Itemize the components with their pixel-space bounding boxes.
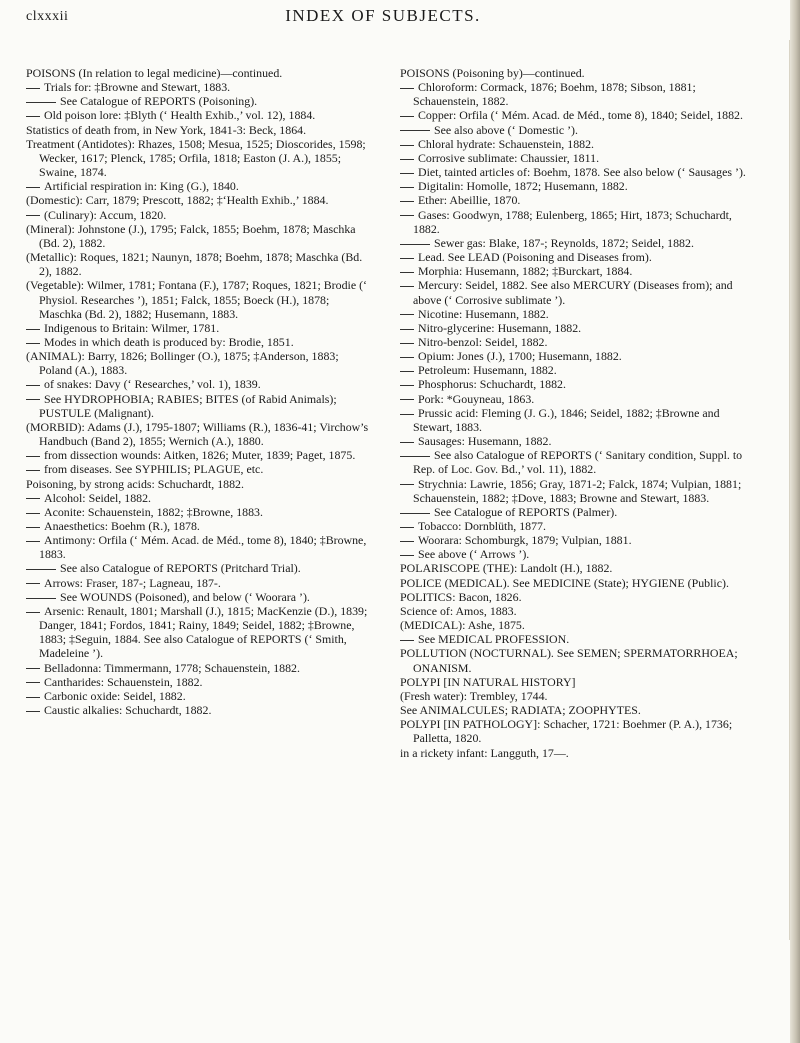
ditto-dash [400, 173, 414, 174]
index-entry [26, 179, 372, 193]
ditto-dash [400, 215, 414, 216]
index-entry-text: Nitro-benzol: Seidel, 1882. [418, 334, 548, 349]
index-entry [400, 335, 760, 349]
ditto-dash [400, 88, 414, 89]
index-entry-text: in a rickety infant: Langguth, 17—. [400, 745, 569, 760]
index-entry [400, 519, 760, 533]
index-entry [26, 420, 372, 448]
index-entry-text: from diseases. See SYPHILIS; PLAGUE, etc. [44, 462, 264, 477]
index-entry [26, 208, 372, 222]
index-entry-text: Gases: Goodwyn, 1788; Eulenberg, 1865; Hirt, 1873; Schuchardt, 1882. [413, 207, 732, 236]
index-entry-text: Science of: Amos, 1883. [400, 603, 517, 618]
index-entry [26, 349, 372, 377]
index-entry-text: See also Catalogue of REPORTS (‘ Sanitary condition, Suppl. to Rep. of Loc. Gov. Bd.,’ vol. 11), 1882. [413, 448, 743, 477]
index-entry-text: from dissection wounds: Aitken, 1826; Muter, 1839; Paget, 1875. [44, 448, 356, 463]
ditto-dash [400, 159, 414, 160]
index-entry [400, 434, 760, 448]
ditto-dash [400, 513, 430, 514]
ditto-dash [26, 583, 40, 584]
index-entry [400, 264, 760, 278]
index-entry [26, 590, 372, 604]
index-entry-text: Morphia: Husemann, 1882; ‡Burckart, 1884. [418, 264, 633, 279]
index-entry-text: See also above (‘ Domestic ’). [434, 122, 578, 137]
ditto-dash [400, 414, 414, 415]
index-entry [26, 193, 372, 207]
ditto-dash [400, 286, 414, 287]
index-entry-text: See also Catalogue of REPORTS (Pritchard Trial). [60, 561, 301, 576]
index-entry [400, 561, 760, 575]
index-entry-text: Digitalin: Homolle, 1872; Husemann, 1882. [418, 179, 628, 194]
index-entry [400, 392, 760, 406]
index-entry [400, 321, 760, 335]
index-entry [26, 675, 372, 689]
ditto-dash [400, 541, 414, 542]
index-entry [26, 576, 372, 590]
index-entry-text: See MEDICAL PROFESSION. [418, 632, 570, 647]
ditto-dash [400, 343, 414, 344]
ditto-dash [26, 541, 40, 542]
index-entry [400, 193, 760, 207]
index-entry-text: POLLUTION (NOCTURNAL). See SEMEN; SPERMATORRHOEA; ONANISM. [400, 646, 738, 675]
page-title: INDEX OF SUBJECTS. [285, 6, 481, 25]
ditto-dash [400, 130, 430, 131]
index-entry-text: Artificial respiration in: King (G.), 1840. [44, 179, 239, 194]
index-entry-text: See WOUNDS (Poisoned), and below (‘ Woorara ’). [60, 589, 310, 604]
index-entry [26, 477, 372, 491]
index-entry-text: of snakes: Davy (‘ Researches,’ vol. 1), 1839. [44, 377, 261, 392]
index-entry-text: Arrows: Fraser, 187-; Lagneau, 187-. [44, 575, 221, 590]
index-entry [400, 349, 760, 363]
right-column [400, 66, 760, 760]
index-entry [26, 80, 372, 94]
book-edge [790, 0, 800, 1043]
index-entry [400, 717, 760, 745]
index-entry [400, 675, 760, 689]
ditto-dash [400, 145, 414, 146]
index-entry-text: Poisoning, by strong acids: Schuchardt, 1882. [26, 476, 244, 491]
index-entry [400, 165, 760, 179]
index-entry-text: (MEDICAL): Ashe, 1875. [400, 618, 525, 633]
left-column [26, 66, 372, 717]
index-entry [26, 448, 372, 462]
ditto-dash [400, 272, 414, 273]
index-entry-text: Strychnia: Lawrie, 1856; Gray, 1871-2; Falck, 1874; Vulpian, 1881; Schauenstein, 1882; ‡Dove, 1883; Browne and Stewart, 1883. [413, 476, 742, 505]
ditto-dash [400, 187, 414, 188]
index-entry-text: Sausages: Husemann, 1882. [418, 434, 552, 449]
index-entry-text: Trials for: ‡Browne and Stewart, 1883. [44, 80, 231, 95]
index-entry [26, 462, 372, 476]
index-entry-text: Nicotine: Husemann, 1882. [418, 306, 549, 321]
ditto-dash [400, 456, 430, 457]
index-entry [26, 661, 372, 675]
index-entry-text: Alcohol: Seidel, 1882. [44, 490, 152, 505]
index-entry-text: Statistics of death from, in New York, 1841-3: Beck, 1864. [26, 122, 307, 137]
ditto-dash [400, 314, 414, 315]
index-entry [26, 392, 372, 420]
index-entry-text: POISONS (Poisoning by)—continued. [400, 66, 585, 80]
index-entry [400, 746, 760, 760]
ditto-dash [26, 598, 56, 599]
index-entry [26, 505, 372, 519]
ditto-dash [26, 456, 40, 457]
index-entry [400, 576, 760, 590]
index-entry-text: POLYPI [IN NATURAL HISTORY] [400, 674, 576, 689]
index-entry [400, 448, 760, 476]
index-entry [400, 307, 760, 321]
index-entry [400, 604, 760, 618]
index-entry [400, 590, 760, 604]
index-entry [400, 363, 760, 377]
ditto-dash [400, 329, 414, 330]
index-entry-text: Chloral hydrate: Schauenstein, 1882. [418, 136, 595, 151]
index-entry [400, 406, 760, 434]
index-entry [400, 80, 760, 108]
index-entry [26, 108, 372, 122]
ditto-dash [26, 697, 40, 698]
index-entry-text: See ANIMALCULES; RADIATA; ZOOPHYTES. [400, 703, 641, 718]
ditto-dash [400, 244, 430, 245]
index-entry [26, 66, 372, 80]
index-entry [400, 250, 760, 264]
ditto-dash [26, 711, 40, 712]
index-entry [400, 236, 760, 250]
index-entry [400, 689, 760, 703]
index-entry-text: Belladonna: Timmermann, 1778; Schauenstein, 1882. [44, 660, 300, 675]
ditto-dash [26, 329, 40, 330]
index-entry [400, 278, 760, 306]
index-entry [400, 533, 760, 547]
index-entry [400, 208, 760, 236]
index-entry [400, 477, 760, 505]
index-entry [26, 604, 372, 661]
index-entry-text: POISONS (In relation to legal medicine)—continued. [26, 66, 283, 80]
ditto-dash [26, 513, 40, 514]
index-entry-text: Carbonic oxide: Seidel, 1882. [44, 688, 186, 703]
index-entry-text: Woorara: Schomburgk, 1879; Vulpian, 1881. [418, 533, 632, 548]
ditto-dash [26, 102, 56, 103]
index-entry [400, 646, 760, 674]
index-entry-text: Sewer gas: Blake, 187-; Reynolds, 1872; Seidel, 1882. [434, 235, 694, 250]
index-entry-text: Treatment (Antidotes): Rhazes, 1508; Mesua, 1525; Dioscorides, 1598; Wecker, 1617; Plenck, 1785; Orfila, 1818; Easton (J. A.), 1855; Swaine, 1874. [26, 136, 366, 180]
index-entry-text: Lead. See LEAD (Poisoning and Diseases from). [418, 250, 652, 265]
index-entry-text: Prussic acid: Fleming (J. G.), 1846; Seidel, 1882; ‡Browne and Stewart, 1883. [413, 405, 720, 434]
index-entry [26, 94, 372, 108]
index-entry-text: Tobacco: Dornblüth, 1877. [418, 519, 546, 533]
ditto-dash [400, 385, 414, 386]
index-entry-text: Phosphorus: Schuchardt, 1882. [418, 377, 566, 392]
index-entry [400, 377, 760, 391]
index-entry [26, 222, 372, 250]
ditto-dash [26, 116, 40, 117]
index-entry [400, 108, 760, 122]
index-entry [26, 123, 372, 137]
ditto-dash [400, 555, 414, 556]
ditto-dash [26, 343, 40, 344]
index-entry-text: Caustic alkalies: Schuchardt, 1882. [44, 703, 212, 718]
ditto-dash [400, 258, 414, 259]
ditto-dash [400, 484, 414, 485]
index-entry-text: Diet, tainted articles of: Boehm, 1878. See also below (‘ Sausages ’). [418, 165, 746, 180]
index-entry [26, 335, 372, 349]
index-entry [26, 533, 372, 561]
index-entry-text: (MORBID): Adams (J.), 1795-1807; Williams (R.), 1836-41; Virchow’s Handbuch (Band 2), 1855; Wernich (A.), 1880. [26, 419, 369, 449]
index-entry [26, 561, 372, 575]
index-entry-text: Aconite: Schauenstein, 1882; ‡Browne, 1883. [44, 504, 263, 519]
ditto-dash [26, 682, 40, 683]
index-entry-text: Opium: Jones (J.), 1700; Husemann, 1882. [418, 349, 622, 364]
ditto-dash [400, 399, 414, 400]
ditto-dash [400, 116, 414, 117]
ditto-dash [26, 569, 56, 570]
index-entry-text: See above (‘ Arrows ’). [418, 547, 530, 562]
index-entry-text: Anaesthetics: Boehm (R.), 1878. [44, 519, 200, 533]
index-entry-text: Ether: Abeillie, 1870. [418, 193, 521, 208]
index-entry-text: Nitro-glycerine: Husemann, 1882. [418, 320, 582, 335]
page-number: clxxxii [26, 9, 69, 24]
index-entry [26, 137, 372, 179]
index-entry-text: (Vegetable): Wilmer, 1781; Fontana (F.), 1787; Roques, 1821; Brodie (‘ Physiol. Researches ’), 1851; Falck, 1855; Boeck (H.), 1878; Maschka (Bd. 2), 1882; Husemann, 1883. [26, 278, 367, 321]
index-entry-text: (Culinary): Accum, 1820. [44, 207, 167, 222]
index-entry [26, 377, 372, 391]
index-entry-text: POLARISCOPE (THE): Landolt (H.), 1882. [400, 561, 613, 576]
ditto-dash [26, 385, 40, 386]
index-entry [400, 632, 760, 646]
ditto-dash [400, 357, 414, 358]
ditto-dash [26, 612, 40, 613]
index-entry-text: Copper: Orfila (‘ Mém. Acad. de Méd., tome 8), 1840; Seidel, 1882. [418, 108, 743, 123]
index-entry-text: (Metallic): Roques, 1821; Naunyn, 1878; Boehm, 1878; Maschka (Bd. 2), 1882. [26, 250, 363, 279]
ditto-dash [26, 215, 40, 216]
index-entry-text: Pork: *Gouyneau, 1863. [418, 391, 535, 406]
index-entry-text: See HYDROPHOBIA; RABIES; BITES (of Rabid Animals); PUSTULE (Malignant). [39, 391, 337, 420]
ditto-dash [400, 371, 414, 372]
ditto-dash [26, 88, 40, 89]
index-entry-text: (Domestic): Carr, 1879; Prescott, 1882; ‡‘Health Exhib.,’ 1884. [26, 193, 329, 208]
index-entry [26, 321, 372, 335]
index-entry-text: Chloroform: Cormack, 1876; Boehm, 1878; Sibson, 1881; Schauenstein, 1882. [413, 80, 696, 109]
index-entry-text: POLICE (MEDICAL). See MEDICINE (State); HYGIENE (Public). [400, 575, 729, 590]
index-entry-text: POLYPI [IN PATHOLOGY]: Schacher, 1721: Boehmer (P. A.), 1736; Palletta, 1820. [400, 717, 733, 746]
index-entry-text: Modes in which death is produced by: Brodie, 1851. [44, 334, 294, 349]
ditto-dash [26, 399, 40, 400]
index-entry [400, 618, 760, 632]
index-entry [400, 179, 760, 193]
ditto-dash [400, 640, 414, 641]
index-entry-text: Arsenic: Renault, 1801; Marshall (J.), 1815; MacKenzie (D.), 1839; Danger, 1841; Fordos, 1841; Rainy, 1849; Seidel, 1882; ‡Browne, 1883; ‡Seguin, 1884. See also Catalogue of REPORTS (‘ Smith, Madeleine ’). [39, 603, 368, 661]
ditto-dash [26, 187, 40, 188]
index-entry [400, 547, 760, 561]
index-entry [400, 151, 760, 165]
ditto-dash [26, 668, 40, 669]
index-entry [26, 250, 372, 278]
index-entry-text: Antimony: Orfila (‘ Mém. Acad. de Méd., tome 8), 1840; ‡Browne, 1883. [39, 533, 367, 562]
index-entry-text: Corrosive sublimate: Chaussier, 1811. [418, 150, 600, 165]
index-entry-text: POLITICS: Bacon, 1826. [400, 589, 522, 604]
index-entry [400, 123, 760, 137]
ditto-dash [26, 470, 40, 471]
index-entry [400, 66, 760, 80]
index-entry [26, 491, 372, 505]
ditto-dash [26, 527, 40, 528]
index-entry-text: See Catalogue of REPORTS (Poisoning). [60, 94, 258, 109]
index-entry [400, 703, 760, 717]
ditto-dash [400, 527, 414, 528]
index-entry [26, 278, 372, 320]
index-entry [400, 137, 760, 151]
index-entry-text: Old poison lore: ‡Blyth (‘ Health Exhib.,’ vol. 12), 1884. [44, 108, 316, 123]
index-entry [26, 689, 372, 703]
index-entry-text: Mercury: Seidel, 1882. See also MERCURY (Diseases from); and above (‘ Corrosive sublimate ’). [413, 278, 733, 307]
ditto-dash [26, 498, 40, 499]
index-entry-text: (ANIMAL): Barry, 1826; Bollinger (O.), 1875; ‡Anderson, 1883; Poland (A.), 1883. [26, 349, 339, 378]
index-entry-text: Petroleum: Husemann, 1882. [418, 363, 557, 378]
ditto-dash [400, 442, 414, 443]
index-entry [400, 505, 760, 519]
index-entry-text: (Mineral): Johnstone (J.), 1795; Falck, 1855; Boehm, 1878; Maschka (Bd. 2), 1882. [26, 221, 356, 250]
index-entry [26, 519, 372, 533]
index-entry-text: (Fresh water): Trembley, 1744. [400, 688, 548, 703]
index-entry [26, 703, 372, 717]
page-header [26, 6, 740, 28]
index-entry-text: See Catalogue of REPORTS (Palmer). [434, 504, 618, 519]
index-entry-text: Cantharides: Schauenstein, 1882. [44, 674, 203, 689]
index-entry-text: Indigenous to Britain: Wilmer, 1781. [44, 320, 220, 335]
ditto-dash [400, 201, 414, 202]
